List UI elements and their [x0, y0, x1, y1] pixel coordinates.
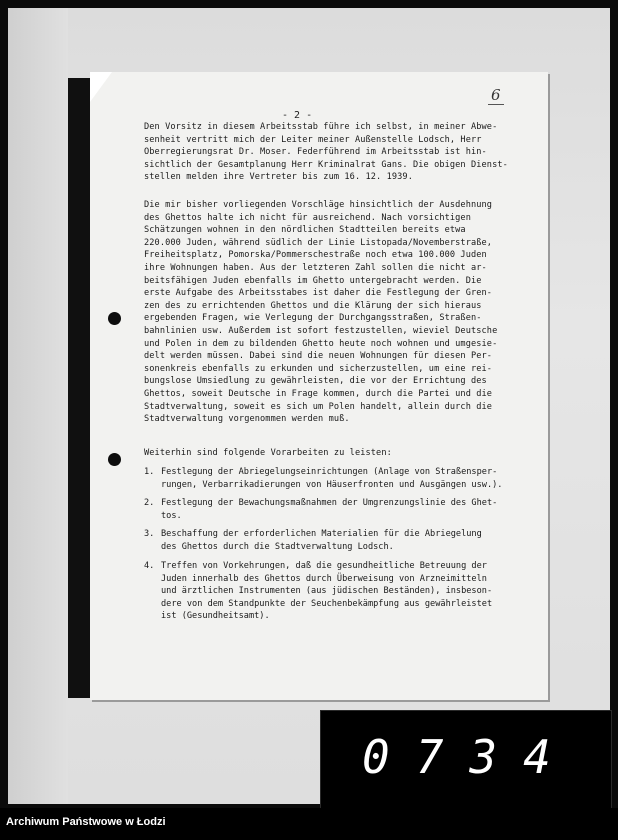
list-item-number: 4. — [144, 561, 155, 571]
punch-hole — [108, 312, 121, 325]
document-page — [90, 72, 548, 700]
list-item-text: Festlegung der Bewachungsmaßnahmen der Umgrenzungslinie des Ghet- tos. — [161, 498, 498, 521]
frame-counter: 0734 — [362, 730, 577, 784]
scan-left-edge — [8, 8, 68, 804]
list-item-text: Festlegung der Abriegelungseinrichtungen (Anlage von Straßensper- rungen, Verbarrikadierungen von Häuserfronten und Ausgängen usw.). — [161, 467, 503, 490]
page-number: - 2 - — [282, 110, 313, 121]
folded-corner — [90, 72, 112, 102]
handwritten-archive-mark: 6 — [488, 86, 504, 105]
paragraph-3: Weiterhin sind folgende Vorarbeiten zu leisten: — [144, 448, 392, 458]
archive-name: Archiwum Państwowe w Łodzi — [6, 816, 166, 828]
paragraph-1: Den Vorsitz in diesem Arbeitsstab führe ich selbst, in meiner Abwe- senheit vertritt mich der Leiter meiner Außenstelle Lodsch, Herr Oberregierungsrat Dr. Moser. Federführend im Arbeitsstab ist hin- sichtlich der Gesamtplanung Herr Kriminalrat Gans. Die obigen Dienst- stellen melden ihre Vertreter bis zum 16. 12. 1939. — [144, 122, 508, 183]
punch-hole — [108, 453, 121, 466]
list-item-text: Treffen von Vorkehrungen, daß die gesundheitliche Betreuung der Juden innerhalb des Ghettos durch Überweisung von Arzneimitteln und ärztlichen Instrumenten (aus jüdischen Beständen), insbeson- dere von dem Standpunkte der Seuchenbekämpfung aus gewährleistet ist (Gesundheitsamt). — [161, 561, 493, 622]
paragraph-2: Die mir bisher vorliegenden Vorschläge hinsichtlich der Ausdehnung des Ghettos halte ich nicht für ausreichend. Nach vorsichtigen Schätzungen wohnen in den nördlichen Stadtteilen bereits etwa 220.000 Juden, während südlich der Linie Listopada/Novemberstraße, Freiheitsplatz, Pomorska/Pommerschestraße noch etwa 100.000 Juden ihre Wohnungen haben. Aus der letzteren Zahl sollen die nicht ar- beitsfähigen Juden ebenfalls im Ghetto untergebracht werden. Die erste Aufgabe des Arbeitsstabes ist daher die Festlegung der Gren- zen des zu errichtenden Ghettos und die Klärung der sich hieraus ergebenden Fragen, wie Verlegung der Durchgangsstraßen, Straßen- bahnlinien usw. Außerdem ist sofort festzustellen, wieviel Deutsche und Polen in dem zu bildenden Ghetto heute noch wohnen und umgesie- delt werden müssen. Dabei sind die neuen Wohnungen für diesen Per- sonenkreis ebenfalls zu erkunden und sicherzustellen, um eine rei- bungslose Umsiedlung zu gewährleisten, die vor der Errichtung des Ghettos, soweit Deutsche in Frage kommen, durch die Partei und die Stadtverwaltung, soweit es sich um Polen handelt, allein durch die Stadtverwaltung vorgenommen werden muß. — [144, 200, 498, 425]
list-item-text: Beschaffung der erforderlichen Materialien für die Abriegelung des Ghettos durch die Stadtverwaltung Lodsch. — [161, 529, 482, 552]
list-item-number: 1. — [144, 467, 155, 477]
list-item-number: 3. — [144, 529, 155, 539]
list-item-number: 2. — [144, 498, 155, 508]
